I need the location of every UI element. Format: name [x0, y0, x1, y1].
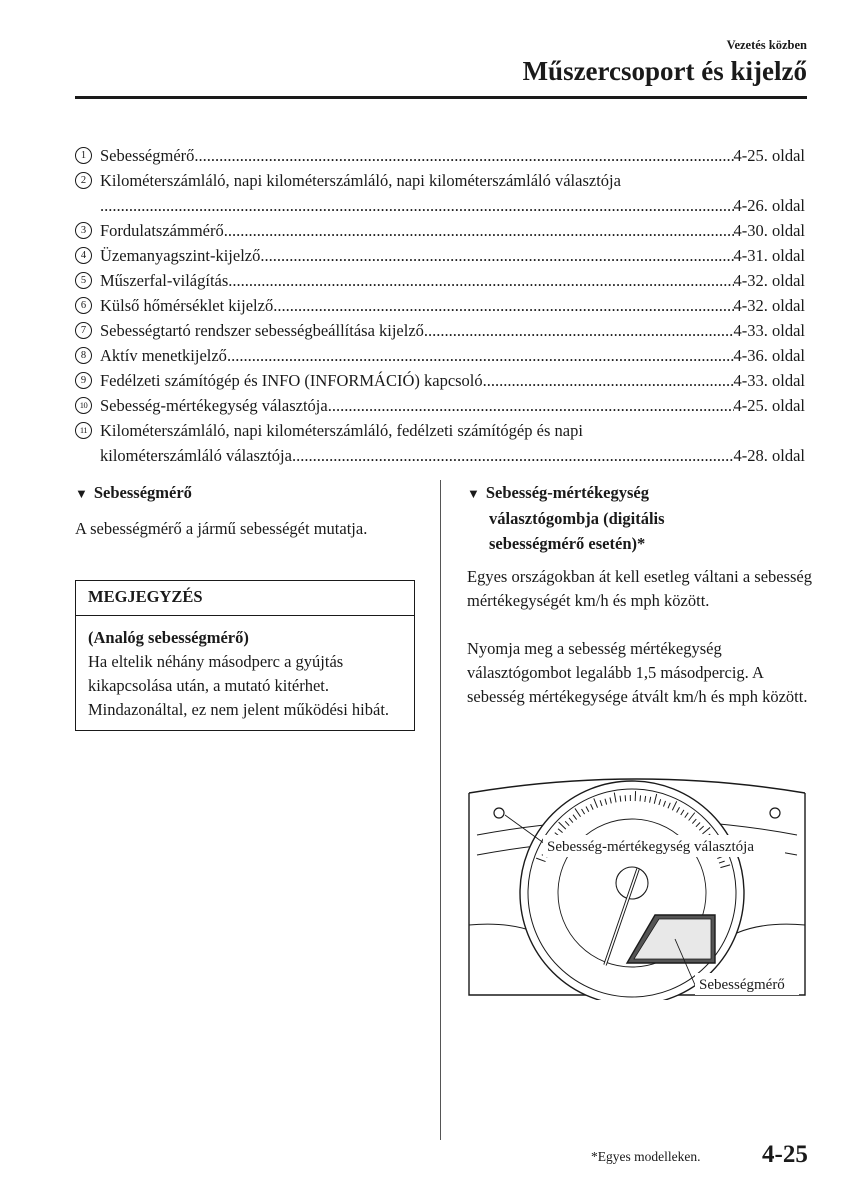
title-rule [75, 96, 807, 99]
dot-leader [328, 393, 734, 418]
speedometer-label: Sebességmérő [699, 977, 785, 993]
list-item [75, 168, 805, 218]
item-title: Külső hőmérséklet kijelző [100, 296, 274, 315]
list-item [75, 343, 805, 368]
item-number: 2 [75, 172, 92, 189]
heading-text-line3: sebességmérő esetén)* [489, 534, 646, 553]
item-number: 11 [75, 422, 92, 439]
item-page: 4-30. oldal [733, 221, 805, 240]
footnote: *Egyes modelleken. [591, 1149, 701, 1164]
item-page: 4-26. oldal [733, 196, 805, 215]
item-title: Kilométerszámláló, napi kilométerszámláló, napi kilométerszámláló választója [100, 171, 621, 190]
item-title: Aktív menetkijelző [100, 346, 227, 365]
note-text: Ha eltelik néhány másodperc a gyújtás kikapcsolása után, a mutató kitérhet. Mindazonáltal, ez nem jelent működési hibát. [88, 652, 390, 719]
dot-leader [260, 243, 733, 268]
unit-selector-description: Egyes országokban át kell esetleg váltani a sebesség mértékegységét km/h és mph között. [467, 567, 813, 610]
speedometer-description: A sebességmérő a jármű sebességét mutatja. [75, 519, 368, 538]
item-number: 10 [75, 397, 92, 414]
list-item [75, 268, 805, 293]
item-page: 4-33. oldal [733, 371, 805, 390]
item-number: 9 [75, 372, 92, 389]
item-number: 6 [75, 297, 92, 314]
item-title: Sebességtartó rendszer sebességbeállítása kijelző [100, 321, 424, 340]
unit-selector-instruction: Nyomja meg a sebesség mértékegység választógombot legalább 1,5 másodpercig. A sebesség mértékegysége átvált km/h és mph között. [467, 639, 808, 706]
dot-leader [483, 368, 734, 393]
page-number: 4-25 [762, 1141, 808, 1168]
list-item [75, 293, 805, 318]
gauge-tick [640, 795, 641, 801]
list-item [75, 368, 805, 393]
note-box [75, 580, 415, 731]
list-item [75, 418, 805, 468]
item-number: 4 [75, 247, 92, 264]
item-title: Fedélzeti számítógép és INFO (INFORMÁCIÓ) kapcsoló [100, 371, 483, 390]
dot-leader [273, 293, 733, 318]
list-item [75, 243, 805, 268]
section-heading-unit-selector [467, 480, 787, 556]
item-title: Műszerfal-világítás [100, 271, 229, 290]
triangle-bullet-icon: ▼ [467, 486, 480, 501]
item-number: 1 [75, 147, 92, 164]
heading-text-line2: választógombja (digitális [489, 509, 665, 528]
dot-leader [424, 318, 734, 343]
page-title: Műszercsoport és kijelző [522, 56, 807, 86]
item-number: 8 [75, 347, 92, 364]
item-title: Üzemanyagszint-kijelző [100, 246, 261, 265]
section-heading-speedometer [75, 480, 192, 506]
item-page: 4-28. oldal [733, 446, 805, 465]
column-divider [440, 480, 441, 1140]
item-page: 4-32. oldal [733, 271, 805, 290]
item-page: 4-33. oldal [733, 321, 805, 340]
item-title: Sebességmérő [100, 146, 195, 165]
item-number: 5 [75, 272, 92, 289]
item-title: Sebesség-mértékegység választója [100, 396, 328, 415]
heading-text: Sebesség-mértékegység [485, 483, 649, 502]
item-number: 3 [75, 222, 92, 239]
item-page: 4-36. oldal [733, 346, 805, 365]
dot-leader [224, 218, 734, 243]
heading-text: Sebességmérő [93, 483, 192, 502]
triangle-bullet-icon: ▼ [75, 486, 88, 501]
dot-leader [194, 143, 733, 168]
component-list [75, 143, 805, 468]
note-body [76, 616, 414, 730]
section-label: Vezetés közben [726, 38, 807, 52]
item-title: Kilométerszámláló, napi kilométerszámláló, fedélzeti számítógép és napi [100, 421, 583, 440]
item-page: 4-25. oldal [733, 396, 805, 415]
item-number: 7 [75, 322, 92, 339]
list-item [75, 218, 805, 243]
instrument-cluster-illustration [467, 775, 807, 1000]
item-page: 4-32. oldal [733, 296, 805, 315]
item-title: Fordulatszámmérő [100, 221, 224, 240]
cluster-drawing [467, 775, 807, 1000]
item-title-continued: kilométerszámláló választója [100, 446, 292, 465]
unit-selector-label: Sebesség-mértékegység választója [547, 839, 755, 855]
note-title: MEGJEGYZÉS [76, 581, 414, 616]
item-page: 4-25. oldal [733, 146, 805, 165]
dot-leader [228, 268, 733, 293]
item-page: 4-31. oldal [733, 246, 805, 265]
list-item [75, 143, 805, 168]
note-subtitle: (Analóg sebességmérő) [88, 628, 249, 647]
dot-leader [100, 193, 734, 218]
dot-leader [227, 343, 734, 368]
list-item [75, 318, 805, 343]
list-item [75, 393, 805, 418]
dot-leader [292, 443, 734, 468]
